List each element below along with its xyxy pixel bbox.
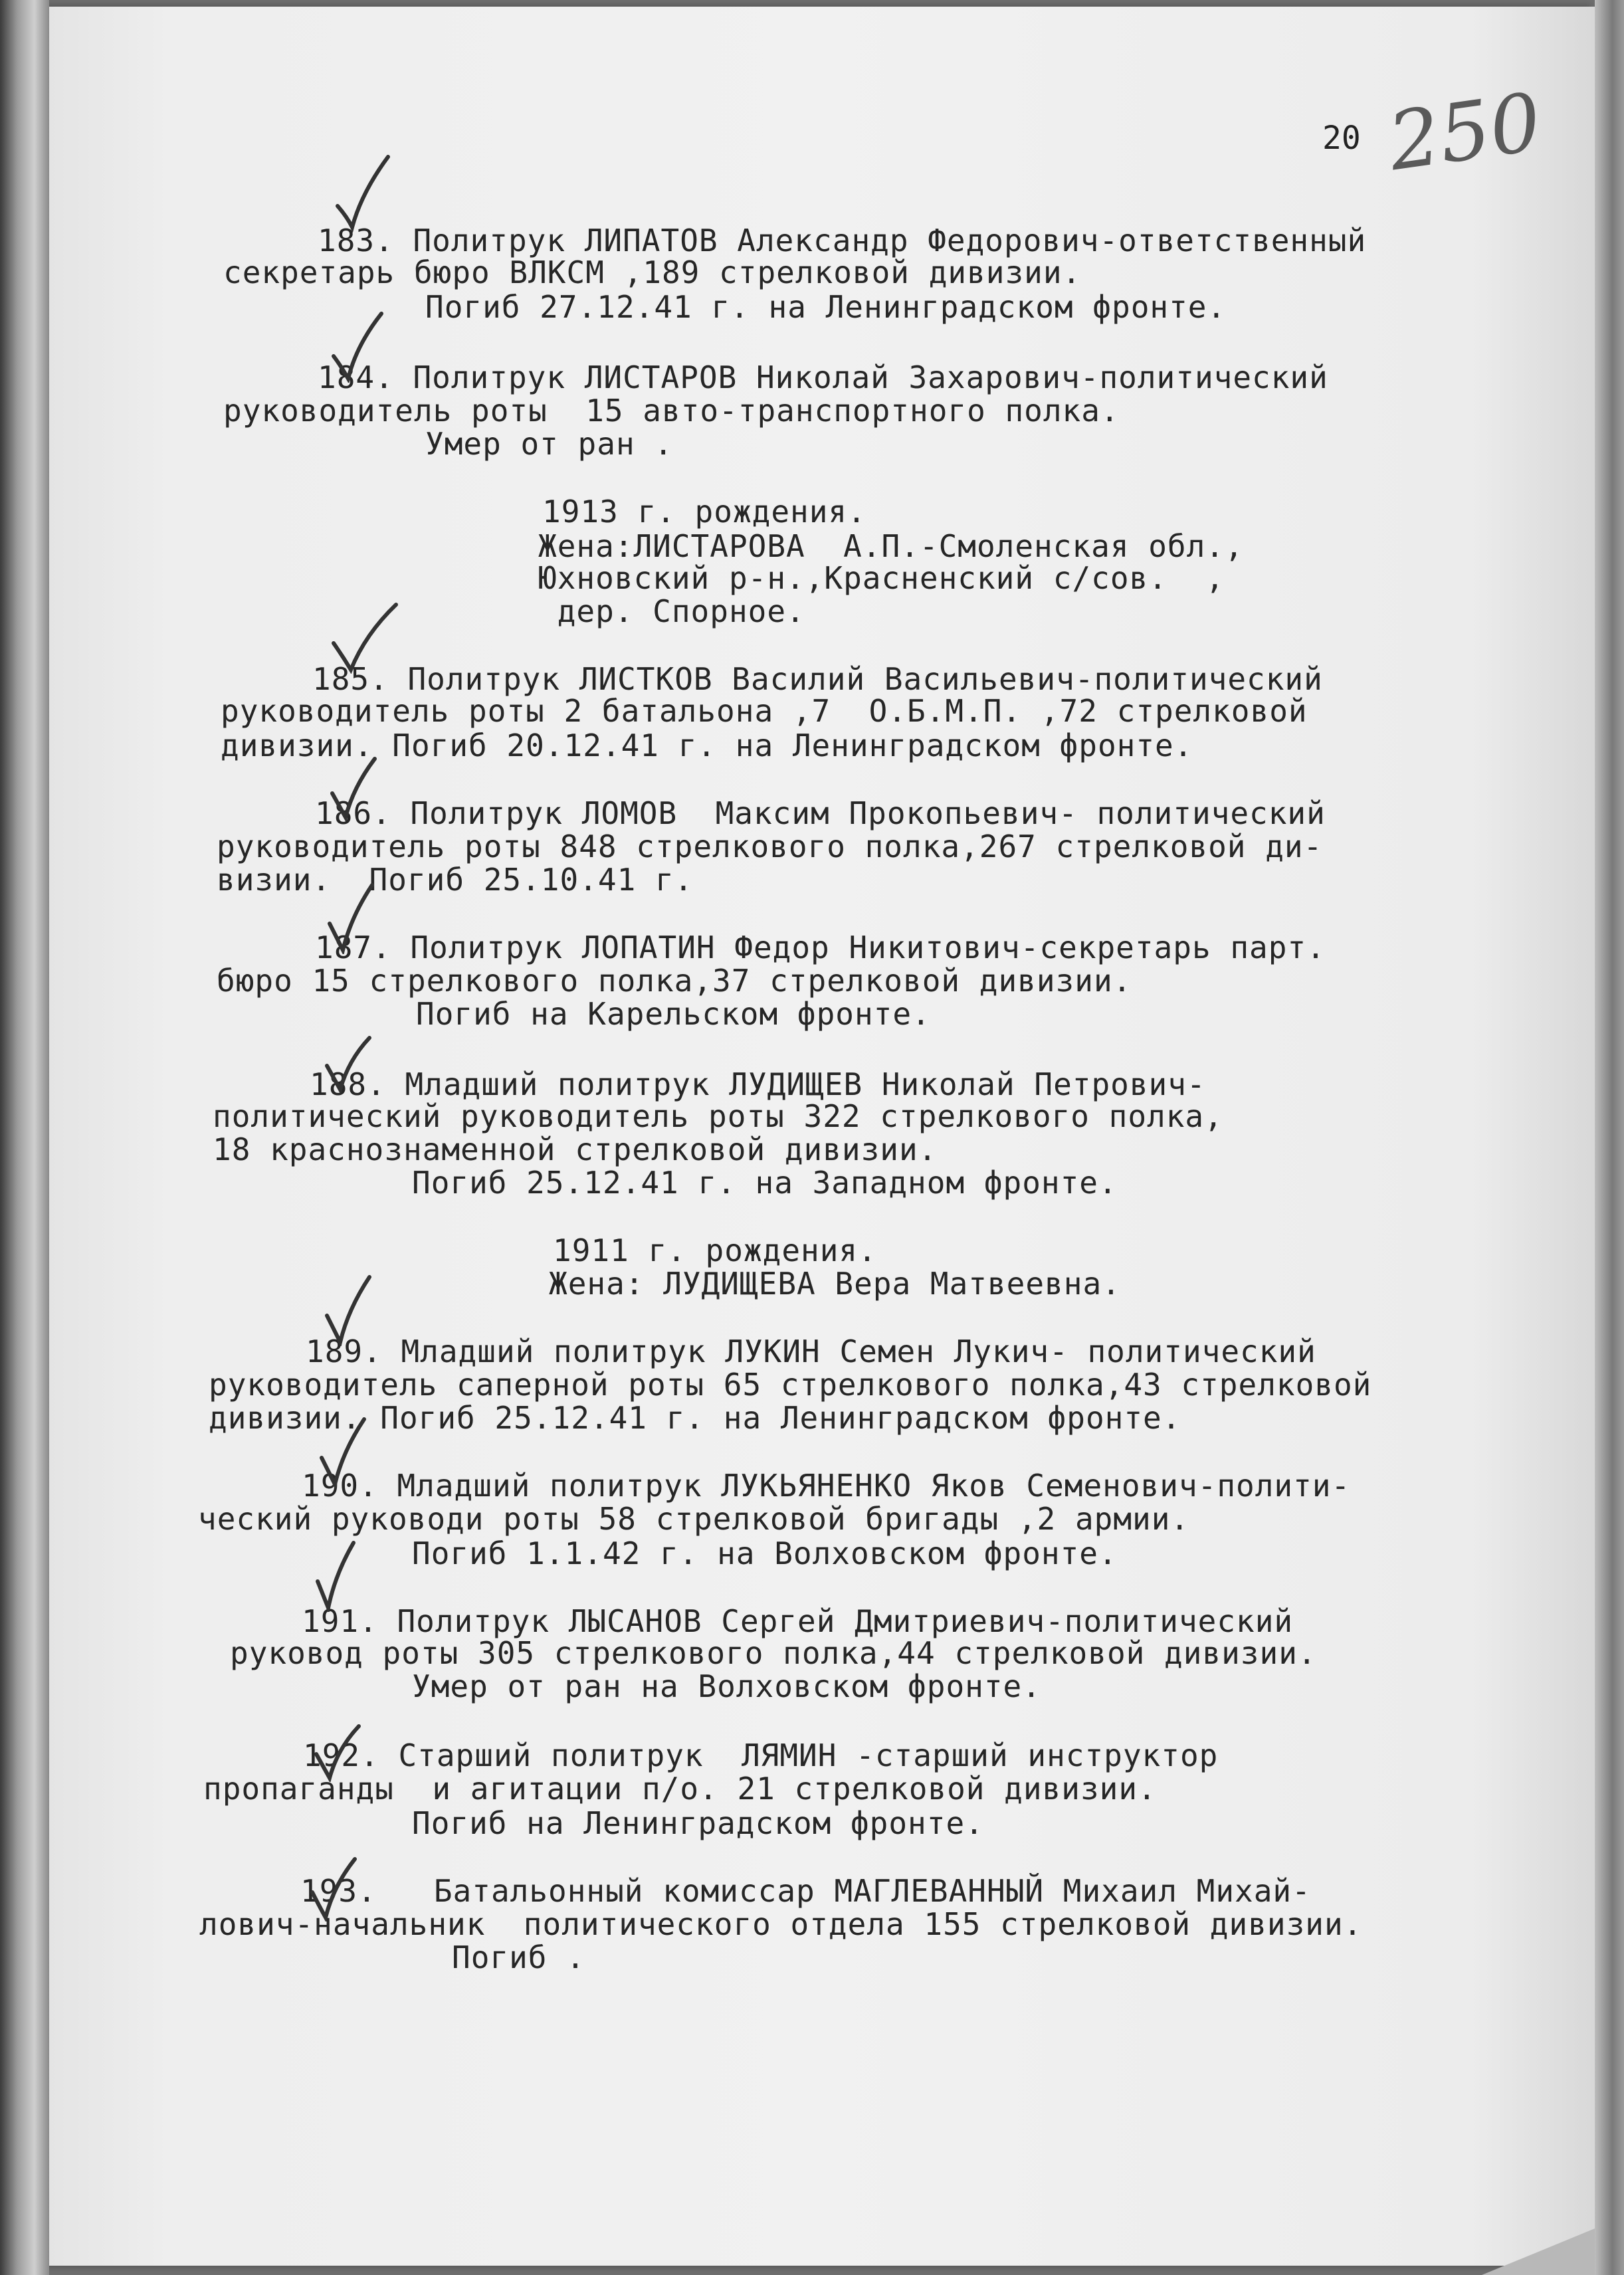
entry-188-note-1: 1911 г. рождения. [553, 1233, 877, 1268]
check-mark-icon [322, 1034, 375, 1094]
page-binding [0, 0, 49, 2275]
check-mark-icon [328, 310, 388, 383]
page-corner-fold [1482, 2228, 1595, 2275]
entry-183-line-2: секретарь бюро ВЛКСМ ,189 стрелковой дивизии. [223, 254, 1082, 290]
entry-190-line-1: 190. Младший политрук ЛУКЬЯНЕНКО Яков Семенович-полити- [302, 1468, 1351, 1504]
check-mark-icon [327, 755, 380, 821]
entry-193-line-1: 193. Батальонный комиссар МАГЛЕВАННЫЙ Михаил Михай- [300, 1873, 1311, 1909]
entry-184-note-3: Юхновский р-н.,Красненский с/сов. , [538, 560, 1225, 596]
entry-185-line-2: руководитель роты 2 батальона ,7 О.Б.М.П. ,72 стрелковой [221, 693, 1308, 729]
check-mark-icon [312, 1539, 359, 1612]
entry-187-line-3: Погиб на Карельском фронте. [416, 996, 931, 1032]
entry-185-line-1: 185. Политрук ЛИСТКОВ Василий Васильевич-политический [312, 661, 1323, 697]
entry-184-note-4: дер. Спорное. [538, 593, 805, 629]
check-mark-icon [307, 1855, 360, 1922]
check-mark-icon [328, 601, 401, 674]
entry-193-line-2: лович-начальник политического отдела 155 стрелковой дивизии. [199, 1906, 1363, 1942]
entry-192-line-2: пропаганды и агитации п/о. 21 стрелковой дивизии. [203, 1771, 1157, 1807]
entry-188-line-3: 18 краснознаменной стрелковой дивизии. [213, 1132, 938, 1167]
entry-192-line-1: 192. Старший политрук ЛЯМИН -старший инструктор [303, 1737, 1219, 1773]
entry-185-line-3: дивизии. Погиб 20.12.41 г. на Ленинградском фронте. [221, 728, 1193, 763]
check-mark-icon [322, 1273, 375, 1346]
page-edge [1595, 0, 1624, 2275]
handwritten-number: 250 [1383, 76, 1547, 189]
entry-188-line-4: Погиб 25.12.41 г. на Западном фронте. [412, 1165, 1118, 1201]
entry-189-line-3: дивизии. Погиб 25.12.41 г. на Ленинградском фронте. [209, 1400, 1181, 1436]
entry-184-line-1: 184. Политрук ЛИСТАРОВ Николай Захарович-политический [318, 359, 1328, 395]
entry-184-line-2: руководитель роты 15 авто-транспортного полка. [223, 393, 1120, 429]
entry-191-line-3: Умер от ран на Волховском фронте. [412, 1668, 1041, 1704]
check-mark-icon [332, 153, 392, 233]
entry-184-line-3: Умер от ран . [425, 426, 674, 462]
entry-188-note-2: Жена: ЛУДИЩЕВА Вера Матвеевна. [549, 1266, 1121, 1302]
entry-186-line-1: 186. Политрук ЛОМОВ Максим Прокопьевич- политический [315, 795, 1326, 831]
check-mark-icon [324, 881, 377, 954]
entry-193-line-3: Погиб . [452, 1939, 585, 1975]
entry-191-line-1: 191. Политрук ЛЫСАНОВ Сергей Дмитриевич-политический [302, 1603, 1294, 1639]
entry-184-note-2: Жена:ЛИСТАРОВА А.П.-Смоленская обл., [538, 528, 1244, 564]
entry-186-line-3: визии. Погиб 25.10.41 г. [217, 862, 694, 898]
entry-184-note-1: 1913 г. рождения. [542, 494, 866, 530]
entry-190-line-3: Погиб 1.1.42 г. на Волховском фронте. [412, 1535, 1118, 1571]
entry-186-line-2: руководитель роты 848 стрелкового полка,267 стрелковой ди- [217, 829, 1323, 864]
entry-183-line-3: Погиб 27.12.41 г. на Ленинградском фронте. [425, 289, 1227, 325]
entry-188-line-2: политический руководитель роты 322 стрелкового полка, [213, 1098, 1223, 1134]
entry-189-line-2: руководитель саперной роты 65 стрелкового полка,43 стрелковой [209, 1367, 1372, 1403]
entry-189-line-1: 189. Младший политрук ЛУКИН Семен Лукич- политический [306, 1334, 1316, 1369]
page-number: 20 [1322, 120, 1361, 157]
check-mark-icon [316, 1415, 369, 1488]
entry-187-line-2: бюро 15 стрелкового полка,37 стрелковой дивизии. [217, 963, 1132, 999]
entry-188-line-1: 188. Младший политрук ЛУДИЩЕВ Николай Петрович- [310, 1066, 1206, 1102]
check-mark-icon [311, 1722, 364, 1782]
entry-183-line-1: 183. Политрук ЛИПАТОВ Александр Федорович-ответственный [318, 223, 1367, 258]
entry-191-line-2: руковод роты 305 стрелкового полка,44 стрелковой дивизии. [230, 1635, 1317, 1671]
entry-187-line-1: 187. Политрук ЛОПАТИН Федор Никитович-секретарь парт. [315, 930, 1326, 965]
entry-190-line-2: ческий руководи роты 58 стрелковой бригады ,2 армии. [198, 1501, 1190, 1537]
entry-192-line-3: Погиб на Ленинградском фронте. [412, 1805, 984, 1841]
